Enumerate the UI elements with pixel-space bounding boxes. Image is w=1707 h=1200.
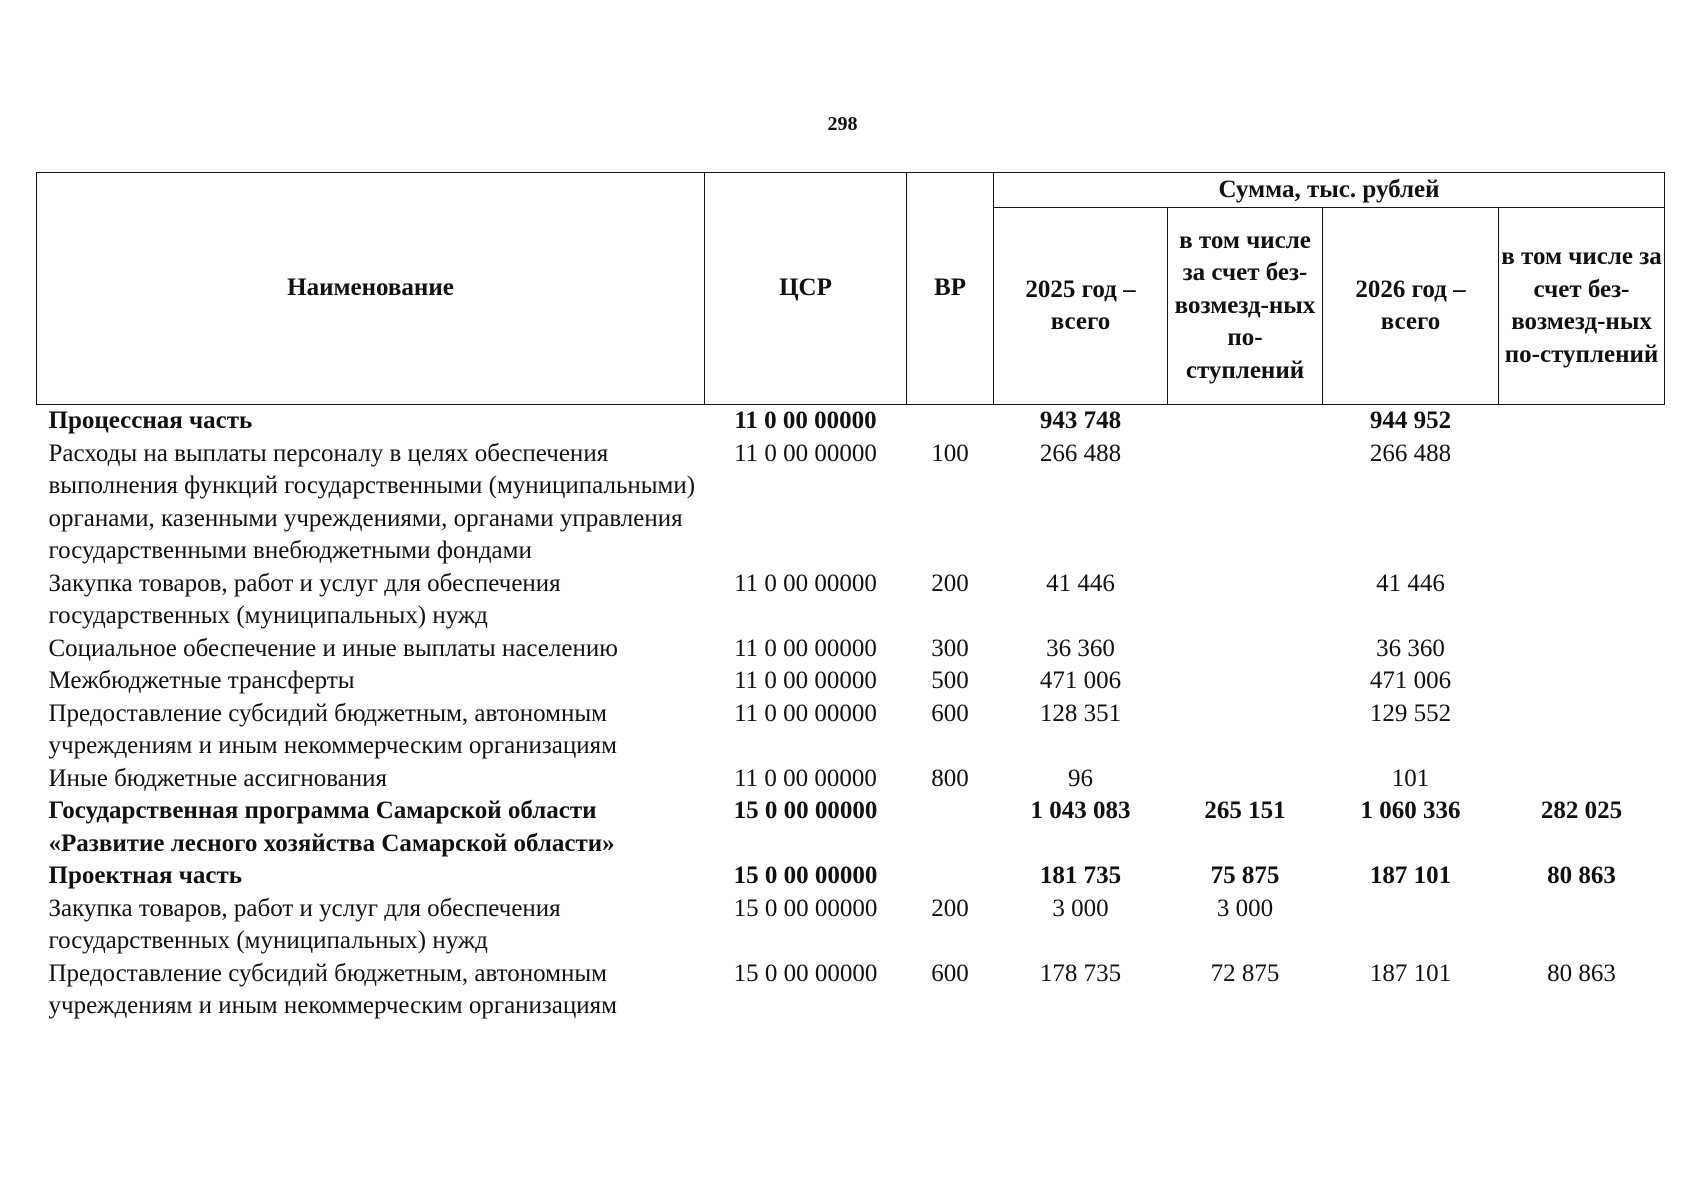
row-name: Процессная часть [48,407,253,434]
header-2025-total: 2025 год – всего [994,208,1168,405]
row-csr: 11 0 00 00000 [734,569,877,597]
row-2025-free-receipts: 3 000 [1216,894,1274,922]
row-2026-free-receipts [1499,438,1665,568]
header-2026-total: 2026 год – всего [1323,208,1499,405]
row-vr: 600 [931,959,969,987]
row-vr [907,405,994,438]
row-name: Предоставление субсидий бюджетным, автономным учреждениям и иным некоммерческим организациям [48,959,617,1019]
row-2025-free-receipts [1168,405,1323,438]
row-2025-free-receipts [1168,665,1323,698]
row-2025-total: 41 446 [1046,569,1115,597]
row-csr: 15 0 00 00000 [733,894,878,922]
row-csr: 15 0 00 00000 [733,959,878,987]
row-2026-total: 187 101 [1369,862,1452,889]
page-number: 298 [827,113,858,135]
row-2025-total: 3 000 [1052,894,1109,922]
row-vr: 200 [931,569,969,597]
table-row [37,795,1665,860]
row-2026-total: 41 446 [1376,569,1445,597]
row-2025-total: 1 043 083 [1030,797,1131,824]
row-name: Межбюджетные трансферты [48,667,355,694]
row-csr: 15 0 00 00000 [733,797,878,824]
row-name: Предоставление субсидий бюджетным, автономным учреждениям и иным некоммерческим организациям [48,699,617,759]
row-csr: 11 0 00 00000 [734,699,877,727]
header-2025-free-receipts: в том числе за счет без-возмезд-ных по-ступлений [1168,208,1323,405]
table-row [37,763,1665,796]
table-row [37,893,1665,958]
row-2026-free-receipts [1499,633,1665,666]
row-2025-total: 266 488 [1039,439,1122,467]
row-2025-total: 943 748 [1039,407,1122,434]
row-vr: 600 [931,699,969,727]
row-2026-free-receipts [1499,568,1665,633]
row-csr: 11 0 00 00000 [734,634,877,662]
row-2026-free-receipts: 80 863 [1547,959,1616,987]
header-name: Наименование [37,173,705,405]
budget-table [36,172,1665,1023]
row-name: Закупка товаров, работ и услуг для обеспечения государственных (муниципальных) нужд [48,569,561,629]
row-2025-free-receipts: 72 875 [1210,959,1280,987]
row-2026-free-receipts: 80 863 [1547,862,1616,889]
row-name: Закупка товаров, работ и услуг для обеспечения государственных (муниципальных) нужд [48,894,561,954]
row-name: Проектная часть [48,862,243,889]
row-2026-free-receipts [1499,405,1665,438]
row-2026-total: 129 552 [1369,699,1452,727]
row-2025-free-receipts [1168,633,1323,666]
row-2026-free-receipts [1499,665,1665,698]
row-2025-free-receipts [1168,568,1323,633]
row-vr: 800 [931,764,969,792]
row-2026-free-receipts [1499,763,1665,796]
row-vr: 500 [931,667,969,694]
row-name: Государственная программа Самарской области «Развитие лесного хозяйства Самарской области» [48,797,615,857]
row-name: Социальное обеспечение и иные выплаты населению [48,634,618,662]
table-row [37,405,1665,438]
table-row [37,438,1665,568]
row-csr: 11 0 00 00000 [734,764,877,792]
row-csr: 11 0 00 00000 [734,667,877,694]
row-2025-total: 178 735 [1039,959,1122,987]
row-2026-total: 471 006 [1369,667,1452,694]
row-2025-free-receipts [1168,763,1323,796]
table-row [37,958,1665,1023]
row-2025-free-receipts: 265 151 [1204,797,1286,824]
row-vr: 100 [931,439,969,467]
row-2026-total: 187 101 [1369,959,1452,987]
header-vr: ВР [907,173,994,405]
header-csr: ЦСР [705,173,907,405]
row-2026-total: 36 360 [1376,634,1445,662]
header-2026-free-receipts: в том числе за счет без-возмезд-ных по-ступлений [1499,208,1665,405]
table-row [37,698,1665,763]
row-csr: 11 0 00 00000 [734,439,877,467]
table-row [37,633,1665,666]
table-row [37,860,1665,893]
row-vr: 200 [931,894,969,922]
row-2025-free-receipts [1168,698,1323,763]
row-vr [907,860,994,893]
row-csr: 15 0 00 00000 [733,862,878,889]
row-2026-total: 266 488 [1369,439,1452,467]
row-2025-free-receipts: 75 875 [1210,862,1280,889]
row-name: Расходы на выплаты персоналу в целях обеспечения выполнения функций государственными (муниципальными) органами, казенными учреждениями, органами управления государственными внебюджетными фондами [48,439,696,564]
row-2026-total: 1 060 336 [1360,797,1461,824]
row-2025-total: 36 360 [1046,634,1115,662]
row-2026-total: 944 952 [1369,407,1452,434]
row-2026-total: 101 [1391,764,1430,792]
table-row [37,568,1665,633]
row-vr: 300 [931,634,969,662]
header-amount-group: Сумма, тыс. рублей [994,173,1665,208]
row-2025-total: 181 735 [1039,862,1122,889]
row-2025-total: 128 351 [1039,699,1122,727]
row-2026-free-receipts [1499,893,1665,958]
row-2026-total [1323,893,1499,958]
row-2025-total: 471 006 [1039,667,1122,694]
row-2025-total: 96 [1068,764,1093,792]
row-2026-free-receipts: 282 025 [1540,797,1623,824]
row-csr: 11 0 00 00000 [734,407,877,434]
row-vr [907,795,994,860]
row-2026-free-receipts [1499,698,1665,763]
table-row [37,665,1665,698]
row-2025-free-receipts [1168,438,1323,568]
row-name: Иные бюджетные ассигнования [48,764,388,792]
